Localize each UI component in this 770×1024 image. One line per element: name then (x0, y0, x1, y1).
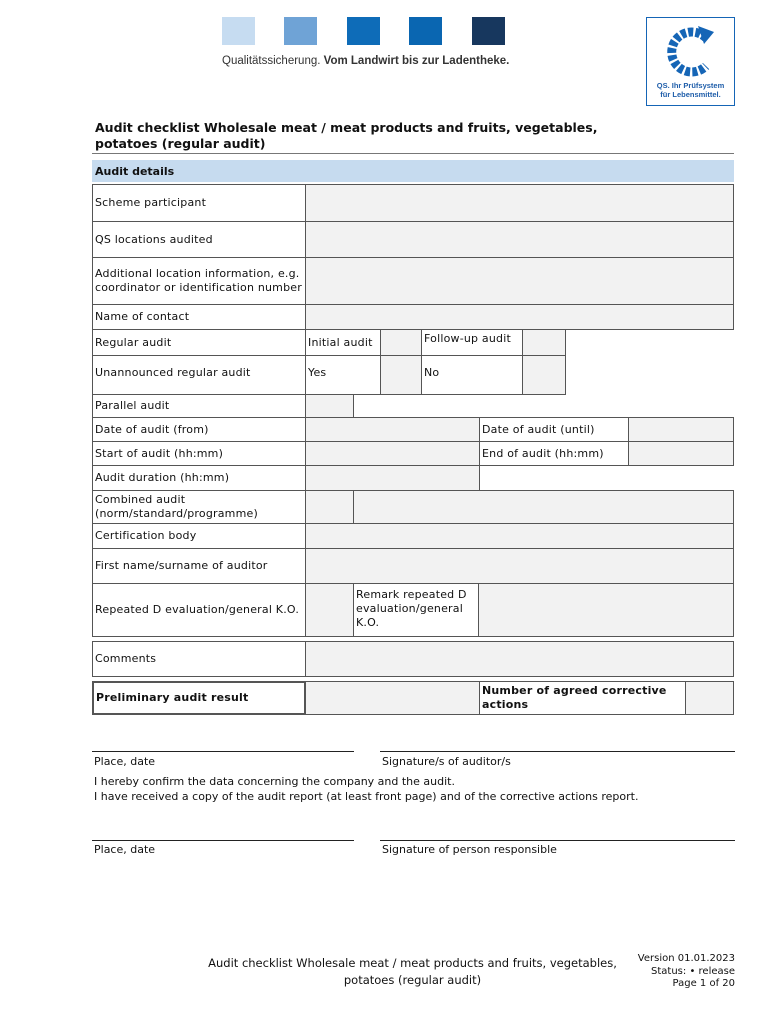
field-end-audit[interactable] (628, 441, 734, 466)
qs-logo-line2: für Lebensmittel. (660, 90, 721, 99)
footer-version: Version 01.01.2023 (637, 953, 735, 964)
field-name-of-contact[interactable] (305, 304, 734, 330)
label-date-from: Date of audit (from) (92, 417, 306, 442)
label-initial-audit: Initial audit (305, 329, 381, 356)
label-repeated-d: Repeated D evaluation/general K.O. (92, 583, 306, 637)
field-combined-audit[interactable] (353, 490, 734, 524)
label-scheme-participant: Scheme participant (92, 184, 306, 222)
field-date-until[interactable] (628, 417, 734, 442)
field-scheme-participant[interactable] (305, 184, 734, 222)
checkbox-no[interactable] (522, 355, 566, 395)
tagline (222, 55, 509, 67)
field-qs-locations[interactable] (305, 221, 734, 258)
label-no: No (421, 355, 523, 395)
label-place-date-2: Place, date (94, 843, 156, 856)
label-yes: Yes (305, 355, 381, 395)
label-remark-repeated-d: Remark repeated D evaluation/general K.O. (353, 583, 479, 637)
label-qs-locations: QS locations audited (92, 221, 306, 258)
title-divider (92, 153, 734, 154)
footer-status: Status: • release (651, 965, 735, 977)
label-combined-audit: Combined audit (norm/standard/programme) (92, 490, 306, 524)
label-agreed-actions: Number of agreed corrective actions (479, 681, 686, 715)
qs-logo-line1: QS. Ihr Prüfsystem (656, 81, 725, 90)
label-date-until: Date of audit (until) (479, 417, 629, 442)
label-parallel-audit: Parallel audit (92, 394, 306, 418)
label-name-of-contact: Name of contact (92, 304, 306, 330)
confirm-line-1: I hereby confirm the data concerning the company and the audit. (94, 775, 455, 788)
checkbox-combined-audit[interactable] (305, 490, 354, 524)
confirm-line-2: I have received a copy of the audit report (at least front page) and of the corrective actions report. (94, 790, 639, 803)
label-signature-responsible: Signature of person responsible (382, 843, 557, 856)
qs-logo-text (647, 81, 734, 99)
field-repeated-d[interactable] (305, 583, 354, 637)
label-follow-up-audit: Follow-up audit (421, 329, 523, 356)
footer-meta (638, 953, 735, 991)
field-date-from[interactable] (305, 417, 480, 442)
signature-line-place-date-2 (92, 840, 354, 841)
label-auditor-name: First name/surname of auditor (92, 548, 306, 584)
brand-square-2 (284, 17, 317, 45)
label-comments: Comments (92, 641, 306, 677)
signature-line-place-date-1 (92, 751, 354, 752)
tagline-bold: Vom Landwirt bis zur Ladentheke. (323, 55, 510, 67)
checkbox-parallel-audit[interactable] (305, 394, 354, 418)
document-title: Audit checklist Wholesale meat / meat products and fruits, vegetables, potatoes (regular audit) (95, 120, 598, 151)
footer-title: Audit checklist Wholesale meat / meat products and fruits, vegetables, potatoes (regular audit) (208, 956, 617, 987)
label-place-date-1: Place, date (94, 755, 156, 768)
label-regular-audit: Regular audit (92, 329, 306, 356)
field-start-audit[interactable] (305, 441, 480, 466)
field-auditor-name[interactable] (305, 548, 734, 584)
checkbox-yes[interactable] (380, 355, 422, 395)
field-agreed-actions[interactable] (685, 681, 734, 715)
checkbox-initial-audit[interactable] (380, 329, 422, 356)
footer-page: Page 1 of 20 (672, 978, 735, 989)
field-remark-repeated-d[interactable] (478, 583, 734, 637)
brand-square-5 (472, 17, 505, 45)
label-signature-auditor: Signature/s of auditor/s (382, 755, 511, 768)
label-certification-body: Certification body (92, 523, 306, 549)
field-preliminary-result[interactable] (305, 681, 480, 715)
signature-line-auditor (380, 751, 735, 752)
label-audit-duration: Audit duration (hh:mm) (92, 465, 306, 491)
field-additional-location[interactable] (305, 257, 734, 305)
field-audit-duration[interactable] (305, 465, 480, 491)
brand-square-3 (347, 17, 380, 45)
qs-logo-icon (646, 20, 735, 82)
field-certification-body[interactable] (305, 523, 734, 549)
section-heading-audit-details: Audit details (92, 160, 734, 182)
brand-square-4 (409, 17, 442, 45)
label-end-audit: End of audit (hh:mm) (479, 441, 629, 466)
brand-square-1 (222, 17, 255, 45)
checkbox-follow-up-audit[interactable] (522, 329, 566, 356)
signature-line-responsible (380, 840, 735, 841)
field-comments[interactable] (305, 641, 734, 677)
label-start-audit: Start of audit (hh:mm) (92, 441, 306, 466)
tagline-normal: Qualitätssicherung. (222, 55, 324, 67)
label-unannounced-audit: Unannounced regular audit (92, 355, 306, 395)
qs-logo (646, 17, 735, 106)
label-additional-location: Additional location information, e.g. coordinator or identification number (92, 257, 306, 305)
label-preliminary-result: Preliminary audit result (92, 681, 306, 715)
